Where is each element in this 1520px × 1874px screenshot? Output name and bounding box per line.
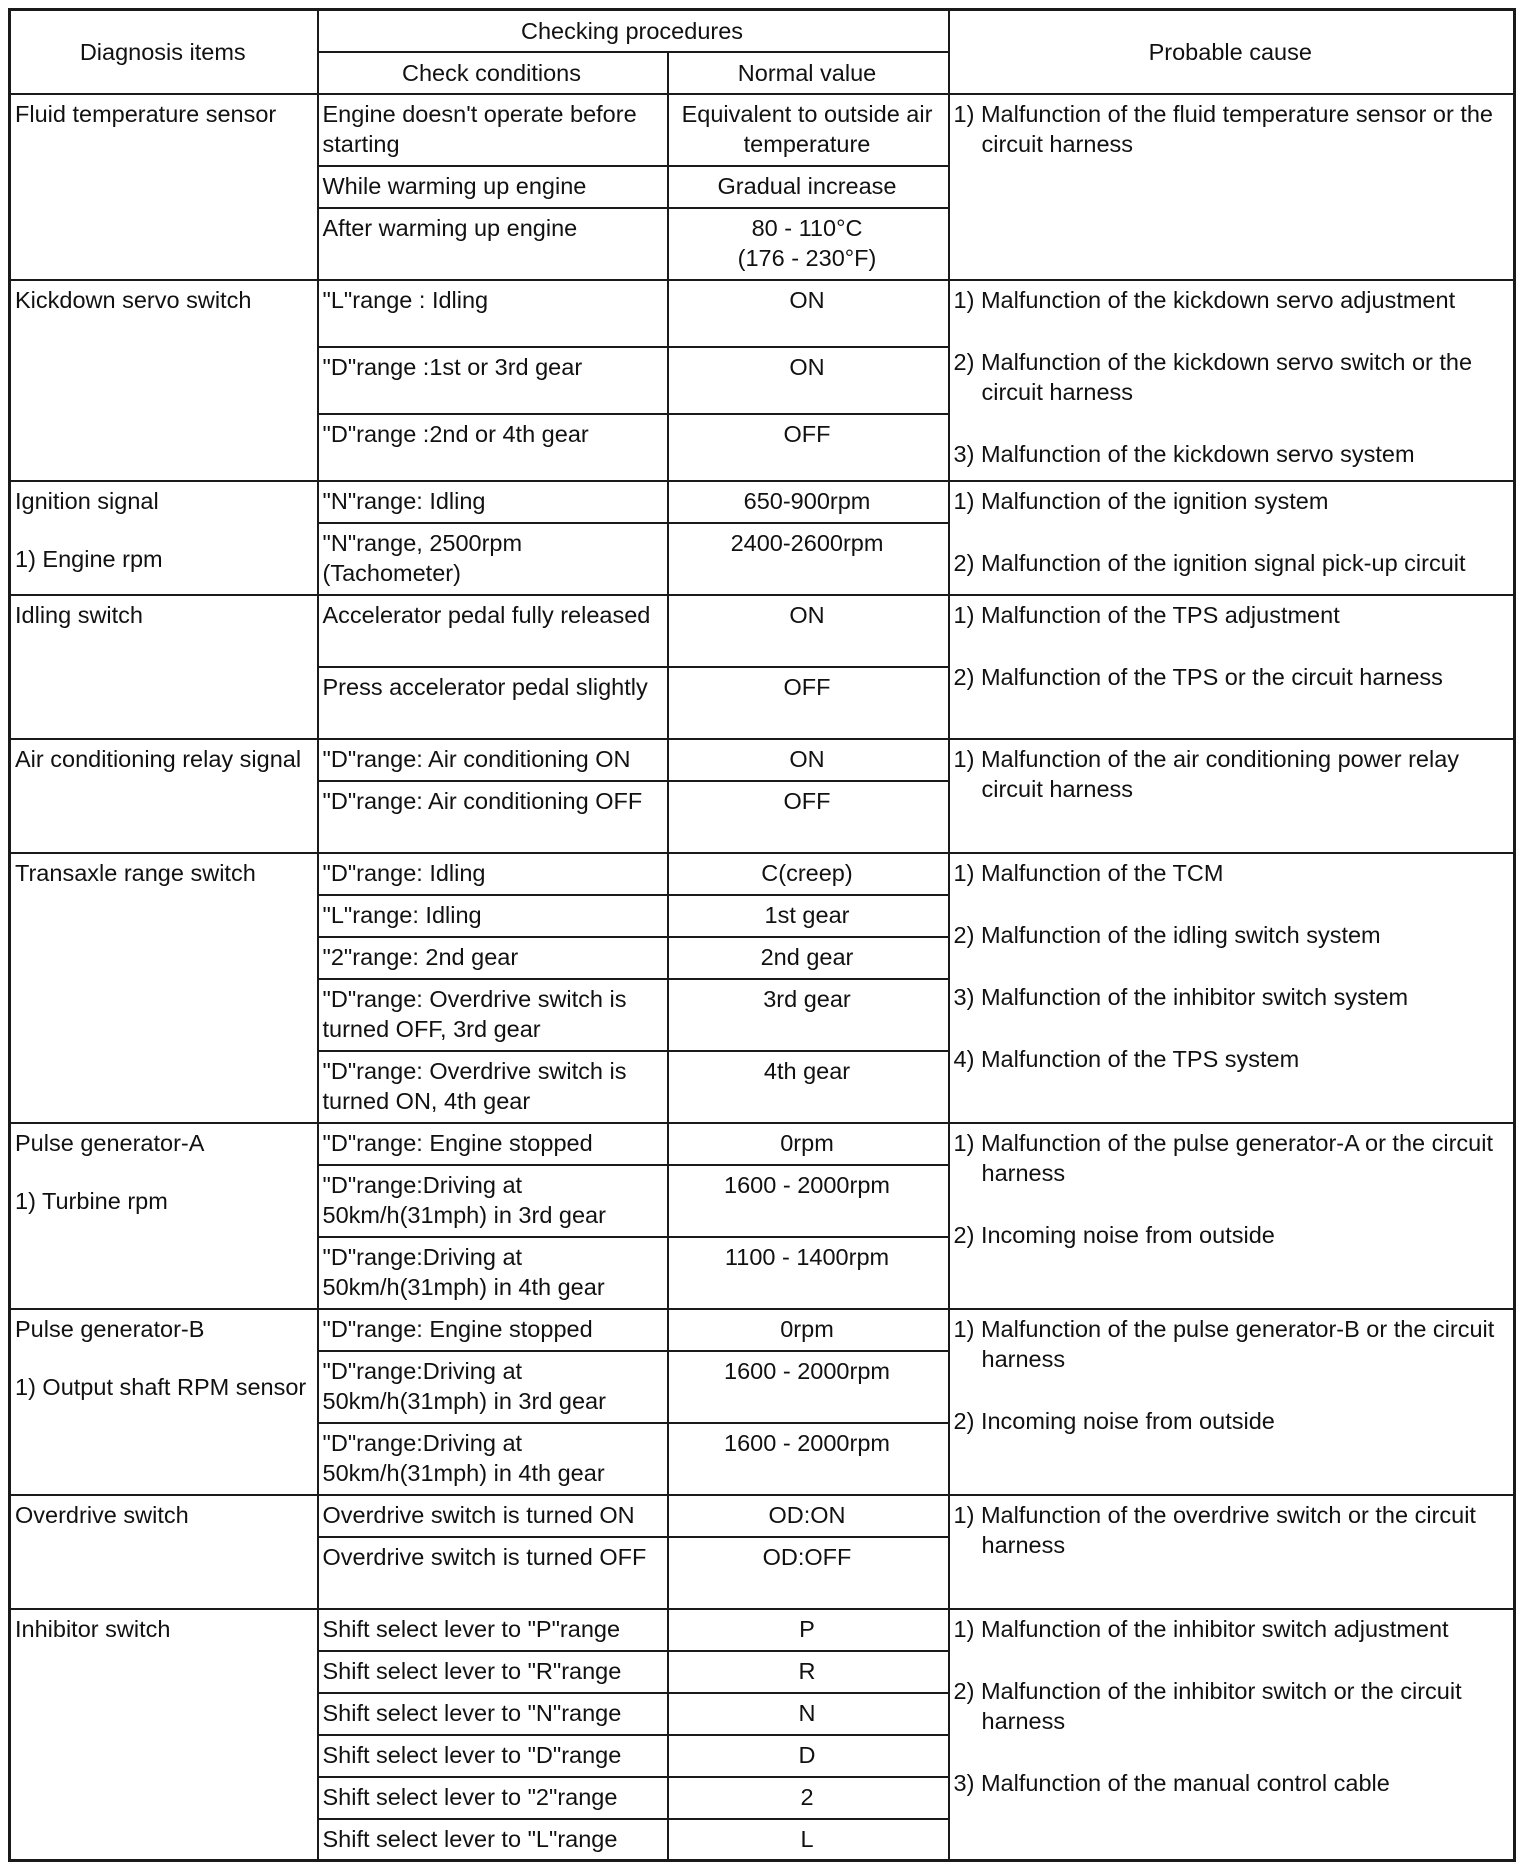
normal-value: 2400-2600rpm xyxy=(668,523,949,595)
check-condition: Shift select lever to "L"range xyxy=(318,1819,668,1861)
item-pulse-generator-b xyxy=(10,1309,318,1495)
table-row xyxy=(10,739,1515,781)
normal-value: 0rpm xyxy=(668,1309,949,1351)
check-condition: "D"range: Overdrive switch is turned ON, 4th gear xyxy=(318,1051,668,1123)
normal-value: 0rpm xyxy=(668,1123,949,1165)
table-row xyxy=(10,1123,1515,1165)
probable-cause-cell xyxy=(949,94,1515,280)
table-row xyxy=(10,94,1515,166)
normal-value: R xyxy=(668,1651,949,1693)
check-condition: "D"range:Driving at 50km/h(31mph) in 3rd gear xyxy=(318,1351,668,1423)
normal-value: OFF xyxy=(668,667,949,739)
table-row xyxy=(10,595,1515,667)
check-condition: Accelerator pedal fully released xyxy=(318,595,668,667)
check-condition: "D"range: Engine stopped xyxy=(318,1309,668,1351)
item-transaxle-range-switch: Transaxle range switch xyxy=(10,853,318,1123)
probable-cause-cell xyxy=(949,481,1515,595)
cause-item: 2) Malfunction of the TPS or the circuit harness xyxy=(953,663,1443,690)
cause-item: 3) Malfunction of the inhibitor switch system xyxy=(953,983,1409,1010)
normal-value: 1600 - 2000rpm xyxy=(668,1423,949,1495)
normal-value: 2nd gear xyxy=(668,937,949,979)
cause-item: 1) Malfunction of the inhibitor switch adjustment xyxy=(953,1615,1449,1642)
table-row xyxy=(10,853,1515,895)
cause-item: 3) Malfunction of the kickdown servo system xyxy=(953,440,1415,467)
check-condition: Shift select lever to "D"range xyxy=(318,1735,668,1777)
check-condition: After warming up engine xyxy=(318,208,668,280)
check-condition: "N"range: Idling xyxy=(318,481,668,523)
item-kickdown-servo-switch: Kickdown servo switch xyxy=(10,280,318,481)
probable-cause-cell xyxy=(949,280,1515,481)
check-condition: While warming up engine xyxy=(318,166,668,208)
table-row xyxy=(10,280,1515,347)
probable-cause-cell xyxy=(949,739,1515,853)
check-condition: "D"range: Overdrive switch is turned OFF, 3rd gear xyxy=(318,979,668,1051)
check-condition: "D"range:Driving at 50km/h(31mph) in 4th gear xyxy=(318,1237,668,1309)
normal-value: OD:OFF xyxy=(668,1537,949,1609)
check-condition: Overdrive switch is turned ON xyxy=(318,1495,668,1537)
item-title: Ignition signal xyxy=(15,487,159,514)
check-condition: Engine doesn't operate before starting xyxy=(318,94,668,166)
item-sub: 1) Turbine rpm xyxy=(15,1187,168,1214)
cause-item: 1) Malfunction of the pulse generator-A or the circuit harness xyxy=(953,1129,1493,1186)
normal-value: ON xyxy=(668,347,949,414)
check-condition: "2"range: 2nd gear xyxy=(318,937,668,979)
check-condition: "L"range: Idling xyxy=(318,895,668,937)
check-condition: "D"range: Idling xyxy=(318,853,668,895)
check-condition: Press accelerator pedal slightly xyxy=(318,667,668,739)
check-condition: "D"range:Driving at 50km/h(31mph) in 4th gear xyxy=(318,1423,668,1495)
cause-item: 1) Malfunction of the TCM xyxy=(953,859,1224,886)
probable-cause-cell xyxy=(949,595,1515,739)
cause-item: 2) Malfunction of the inhibitor switch or the circuit harness xyxy=(953,1677,1462,1734)
normal-value: 2 xyxy=(668,1777,949,1819)
normal-value: D xyxy=(668,1735,949,1777)
value-line: (176 - 230°F) xyxy=(737,244,877,271)
cause-item: 1) Malfunction of the overdrive switch or the circuit harness xyxy=(953,1501,1476,1558)
normal-value: P xyxy=(668,1609,949,1651)
header-diagnosis-items: Diagnosis items xyxy=(10,10,318,94)
check-condition: "D"range: Air conditioning OFF xyxy=(318,781,668,853)
check-condition: "D"range :2nd or 4th gear xyxy=(318,414,668,481)
table-row xyxy=(10,481,1515,523)
normal-value: L xyxy=(668,1819,949,1861)
normal-value: 4th gear xyxy=(668,1051,949,1123)
check-condition: Shift select lever to "N"range xyxy=(318,1693,668,1735)
item-pulse-generator-a xyxy=(10,1123,318,1309)
header-probable-cause: Probable cause xyxy=(949,10,1515,94)
header-check-conditions: Check conditions xyxy=(318,52,668,94)
cause-item: 3) Malfunction of the manual control cable xyxy=(953,1769,1390,1796)
normal-value: OFF xyxy=(668,414,949,481)
value-line: 80 - 110°C xyxy=(751,214,863,241)
cause-item: 1) Malfunction of the pulse generator-B or the circuit harness xyxy=(953,1315,1495,1372)
normal-value: 1st gear xyxy=(668,895,949,937)
header-checking-procedures: Checking procedures xyxy=(318,10,949,52)
cause-item: 2) Incoming noise from outside xyxy=(953,1221,1275,1248)
normal-value: C(creep) xyxy=(668,853,949,895)
item-ignition-signal xyxy=(10,481,318,595)
item-title: Pulse generator-B xyxy=(15,1315,205,1342)
cause-item: 2) Malfunction of the kickdown servo switch or the circuit harness xyxy=(953,348,1473,405)
item-inhibitor-switch: Inhibitor switch xyxy=(10,1609,318,1861)
check-condition: Shift select lever to "R"range xyxy=(318,1651,668,1693)
diagnosis-document xyxy=(8,8,1513,1862)
header-row-1 xyxy=(10,10,1515,52)
normal-value: OD:ON xyxy=(668,1495,949,1537)
normal-value: Gradual increase xyxy=(668,166,949,208)
check-condition: "D"range:Driving at 50km/h(31mph) in 3rd gear xyxy=(318,1165,668,1237)
cause-item: 2) Malfunction of the idling switch system xyxy=(953,921,1381,948)
probable-cause-cell xyxy=(949,1309,1515,1495)
item-idling-switch: Idling switch xyxy=(10,595,318,739)
item-sub: 1) Engine rpm xyxy=(15,545,163,572)
normal-value: ON xyxy=(668,739,949,781)
check-condition: "L"range : Idling xyxy=(318,280,668,347)
header-normal-value: Normal value xyxy=(668,52,949,94)
item-sub: 1) Output shaft RPM sensor xyxy=(15,1373,307,1400)
check-condition: Shift select lever to "P"range xyxy=(318,1609,668,1651)
normal-value: 1100 - 1400rpm xyxy=(668,1237,949,1309)
normal-value: OFF xyxy=(668,781,949,853)
check-condition: "D"range: Engine stopped xyxy=(318,1123,668,1165)
table-row xyxy=(10,1609,1515,1651)
check-condition: Shift select lever to "2"range xyxy=(318,1777,668,1819)
cause-item: 1) Malfunction of the kickdown servo adjustment xyxy=(953,286,1456,313)
check-condition: "D"range :1st or 3rd gear xyxy=(318,347,668,414)
normal-value: 650-900rpm xyxy=(668,481,949,523)
cause-item: 4) Malfunction of the TPS system xyxy=(953,1045,1300,1072)
normal-value: ON xyxy=(668,595,949,667)
cause-item: 1) Malfunction of the fluid temperature sensor or the circuit harness xyxy=(953,100,1493,157)
cause-item: 2) Malfunction of the ignition signal pick-up circuit xyxy=(953,549,1466,576)
normal-value: Equivalent to outside air temperature xyxy=(668,94,949,166)
normal-value: 3rd gear xyxy=(668,979,949,1051)
check-condition: "N"range, 2500rpm (Tachometer) xyxy=(318,523,668,595)
probable-cause-cell xyxy=(949,1495,1515,1609)
normal-value xyxy=(668,208,949,280)
check-condition: "D"range: Air conditioning ON xyxy=(318,739,668,781)
table-row xyxy=(10,1495,1515,1537)
probable-cause-cell xyxy=(949,1123,1515,1309)
cause-item: 2) Incoming noise from outside xyxy=(953,1407,1275,1434)
probable-cause-cell xyxy=(949,1609,1515,1861)
cause-item: 1) Malfunction of the ignition system xyxy=(953,487,1329,514)
table-row xyxy=(10,1309,1515,1351)
normal-value: 1600 - 2000rpm xyxy=(668,1351,949,1423)
item-fluid-temperature-sensor: Fluid temperature sensor xyxy=(10,94,318,280)
cause-item: 1) Malfunction of the TPS adjustment xyxy=(953,601,1340,628)
item-air-conditioning-relay-signal: Air conditioning relay signal xyxy=(10,739,318,853)
check-condition: Overdrive switch is turned OFF xyxy=(318,1537,668,1609)
cause-item: 1) Malfunction of the air conditioning power relay circuit harness xyxy=(953,745,1460,802)
normal-value: ON xyxy=(668,280,949,347)
normal-value: 1600 - 2000rpm xyxy=(668,1165,949,1237)
probable-cause-cell xyxy=(949,853,1515,1123)
diagnosis-table xyxy=(8,8,1516,1862)
item-title: Pulse generator-A xyxy=(15,1129,205,1156)
item-overdrive-switch: Overdrive switch xyxy=(10,1495,318,1609)
normal-value: N xyxy=(668,1693,949,1735)
